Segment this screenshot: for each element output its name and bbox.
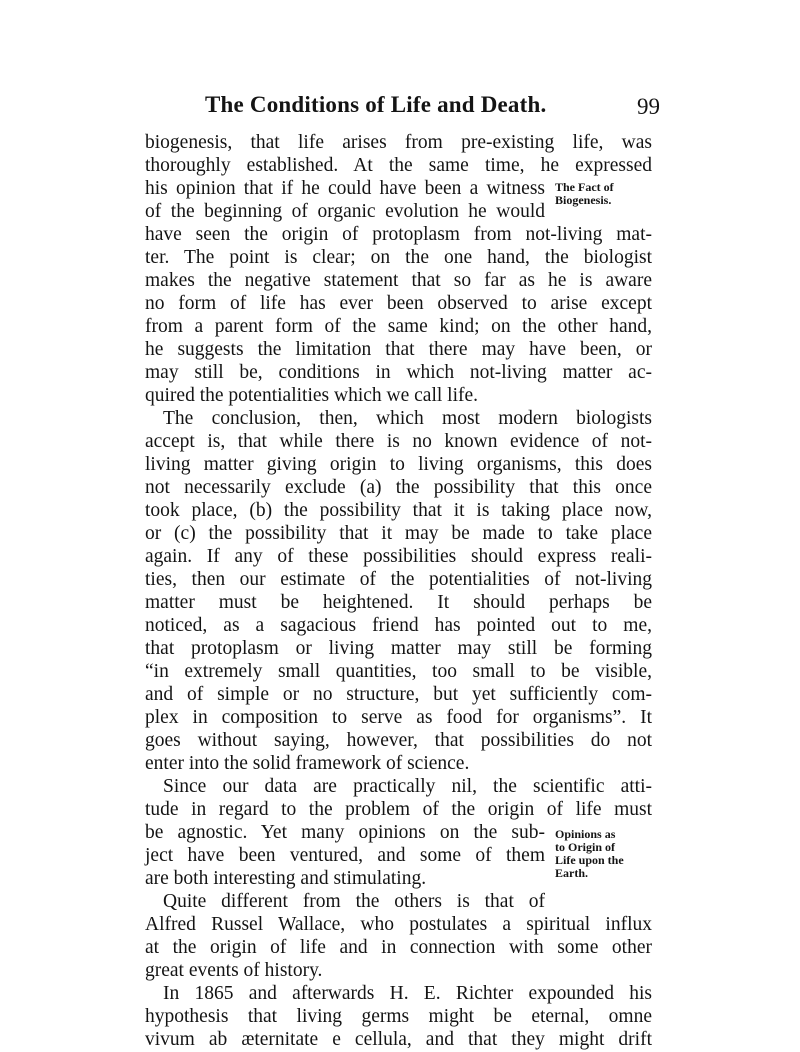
sidenote-line: Earth.	[555, 866, 588, 880]
running-title: The Conditions of Life and Death.	[205, 92, 547, 117]
page-number: 99	[637, 94, 660, 119]
text-line: goes without saying, however, that possibilities do not	[145, 730, 652, 751]
text-line: ties, then our estimate of the potentialities of not-living	[145, 569, 652, 590]
sidenote-line: Biogenesis.	[555, 193, 612, 207]
text-line: “in extremely small quantities, too small to be visible,	[145, 661, 652, 682]
text-line: hypothesis that living germs might be eternal, omne	[145, 1006, 652, 1027]
text-line: he suggests the limitation that there may have been, or	[145, 339, 652, 360]
text-line: at the origin of life and in connection with some other	[145, 937, 652, 958]
text-line: took place, (b) the possibility that it is taking place now,	[145, 500, 652, 521]
text-line: have seen the origin of protoplasm from not-living mat-	[145, 224, 652, 245]
text-line: that protoplasm or living matter may still be forming	[145, 638, 652, 659]
text-line: or (c) the possibility that it may be made to take place	[145, 523, 652, 544]
text-line: be agnostic. Yet many opinions on the sub-	[145, 822, 545, 843]
sidenote-line: to Origin of	[555, 840, 615, 854]
text-line: great events of history.	[145, 960, 323, 981]
sidenote-line: Life upon the	[555, 853, 624, 867]
text-line: Since our data are practically nil, the scientific atti-	[163, 776, 652, 797]
sidenote-line: The Fact of	[555, 180, 614, 194]
text-line: thoroughly established. At the same time, he expressed	[145, 155, 652, 176]
text-line: and of simple or no structure, but yet sufficiently com-	[145, 684, 652, 705]
text-line: The conclusion, then, which most modern biologists	[163, 408, 652, 429]
text-line: again. If any of these possibilities should express reali-	[145, 546, 652, 567]
text-line: Quite different from the others is that of	[163, 891, 545, 912]
text-line: no form of life has ever been observed to arise except	[145, 293, 652, 314]
sidenote-line: Opinions as	[555, 827, 616, 841]
text-line: living matter giving origin to living organisms, this does	[145, 454, 652, 475]
text-line: tude in regard to the problem of the origin of life must	[145, 799, 652, 820]
text-line: ter. The point is clear; on the one hand, the biologist	[145, 247, 652, 268]
text-line: matter must be heightened. It should perhaps be	[145, 592, 652, 613]
text-line: vivum ab æternitate e cellula, and that they might drift	[145, 1029, 652, 1050]
sidenote-fact-of-biogenesis	[555, 181, 655, 207]
text-line: quired the potentialities which we call life.	[145, 385, 479, 406]
text-line: ject have been ventured, and some of them	[145, 845, 545, 866]
text-line: from a parent form of the same kind; on the other hand,	[145, 316, 652, 337]
sidenote-opinions-origin-of-life	[555, 828, 655, 880]
text-line: his opinion that if he could have been a witness	[145, 178, 545, 199]
text-line: not necessarily exclude (a) the possibility that this once	[145, 477, 652, 498]
text-line: plex in composition to serve as food for organisms”. It	[145, 707, 652, 728]
text-line: biogenesis, that life arises from pre-existing life, was	[145, 132, 652, 153]
text-line: may still be, conditions in which not-living matter ac-	[145, 362, 652, 383]
text-line: are both interesting and stimulating.	[145, 868, 427, 889]
text-line: of the beginning of organic evolution he would	[145, 201, 545, 222]
page-header	[205, 92, 660, 124]
text-line: enter into the solid framework of science.	[145, 753, 470, 774]
text-line: makes the negative statement that so far as he is aware	[145, 270, 652, 291]
text-line: In 1865 and afterwards H. E. Richter expounded his	[163, 983, 652, 1004]
text-line: noticed, as a sagacious friend has pointed out to me,	[145, 615, 652, 636]
text-line: Alfred Russel Wallace, who postulates a spiritual influx	[145, 914, 652, 935]
text-line: accept is, that while there is no known evidence of not-	[145, 431, 652, 452]
